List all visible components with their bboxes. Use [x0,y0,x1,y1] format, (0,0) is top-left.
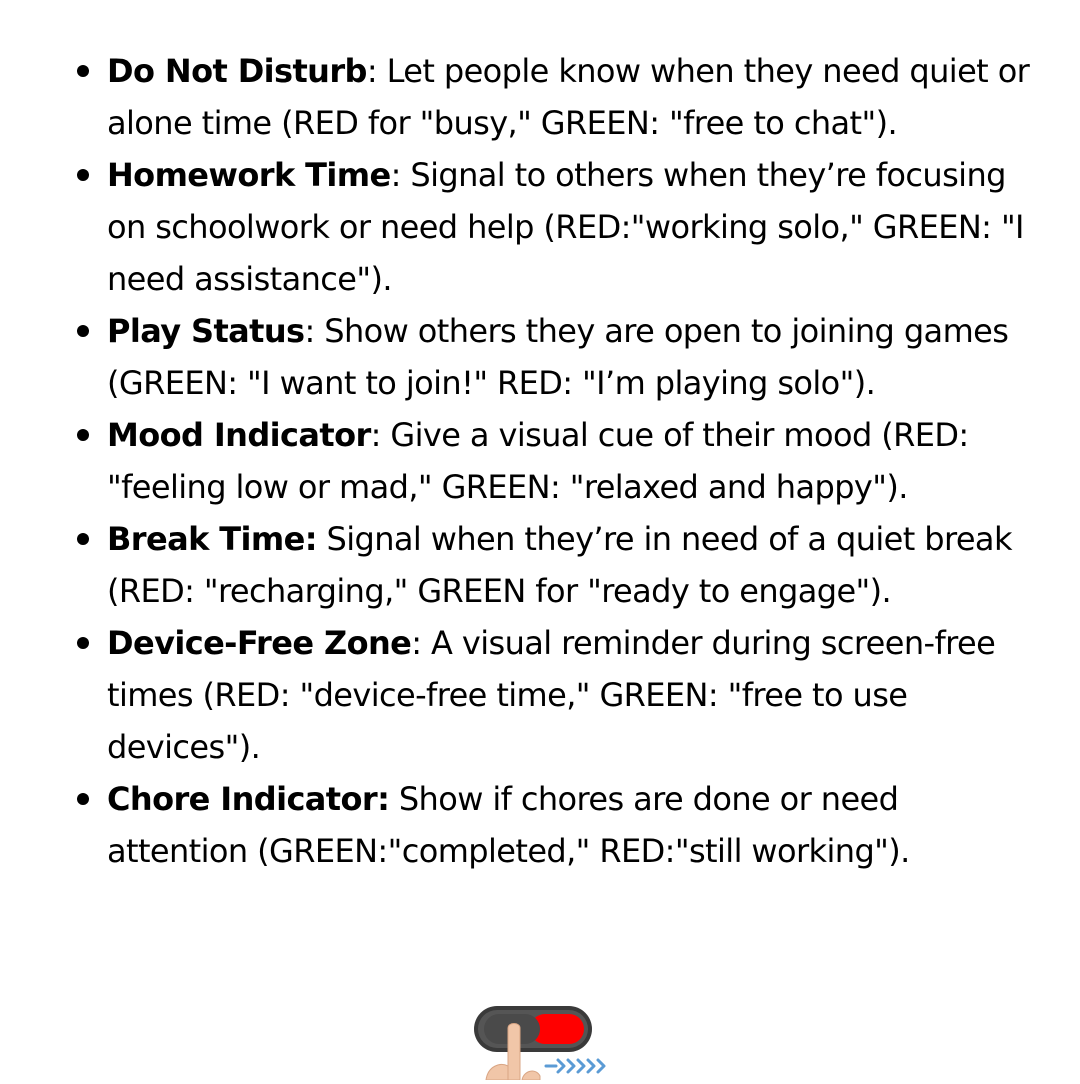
item-text: Signal when they’re in need of a quiet break (RED: "recharging," GREEN for "ready to engage"). [107,520,1012,610]
item-separator: : [366,52,378,90]
item-text: Let people know when they need quiet or alone time (RED for "busy," GREEN: "free to chat"). [107,52,1030,142]
bullet-icon [77,325,89,337]
item-separator: : [411,624,422,662]
bullet-icon [77,533,89,545]
item-text: Signal to others when they’re focusing on schoolwork or need help (RED:"working solo," GREEN: "I need assistance"). [107,156,1024,298]
bullet-list [0,45,1080,877]
list-item-do-not-disturb [0,45,1080,149]
item-text: Show if chores are done or need attention (GREEN:"completed," RED:"still working"). [107,780,910,870]
item-title: Play Status [107,312,305,350]
list-item-device-free-zone [0,617,1080,773]
item-title: Chore Indicator: [107,780,390,818]
bullet-icon [77,429,89,441]
list-item-chore-indicator [0,773,1080,877]
list-item-homework-time [0,149,1080,305]
bullet-icon [77,169,89,181]
item-text: A visual reminder during screen-free times (RED: "device-free time," GREEN: "free to use devices"). [107,624,996,766]
item-text: Give a visual cue of their mood (RED: "feeling low or mad," GREEN: "relaxed and happy"). [107,416,969,506]
item-title: Break Time: [107,520,317,558]
toggle-switch-finger-icon [470,1000,630,1080]
knuckle-shape [522,1071,540,1080]
finger-shape [508,1024,520,1081]
item-separator: : [304,312,315,350]
item-separator: : [370,416,381,454]
toggle-switch-graphic [470,1000,630,1080]
list-item-play-status [0,305,1080,409]
item-separator: : [390,156,401,194]
item-title: Mood Indicator [107,416,371,454]
bullet-icon [77,637,89,649]
bullet-icon [77,65,89,77]
item-title: Do Not Disturb [107,52,367,90]
item-title: Homework Time [107,156,391,194]
hand-shape [486,1065,508,1080]
list-item-break-time [0,513,1080,617]
item-text: Show others they are open to joining games (GREEN: "I want to join!" RED: "I’m playing solo"). [107,312,1009,402]
item-title: Device-Free Zone [107,624,412,662]
bullet-icon [77,793,89,805]
list-item-mood-indicator [0,409,1080,513]
arrow-chevrons-icon [546,1060,604,1072]
